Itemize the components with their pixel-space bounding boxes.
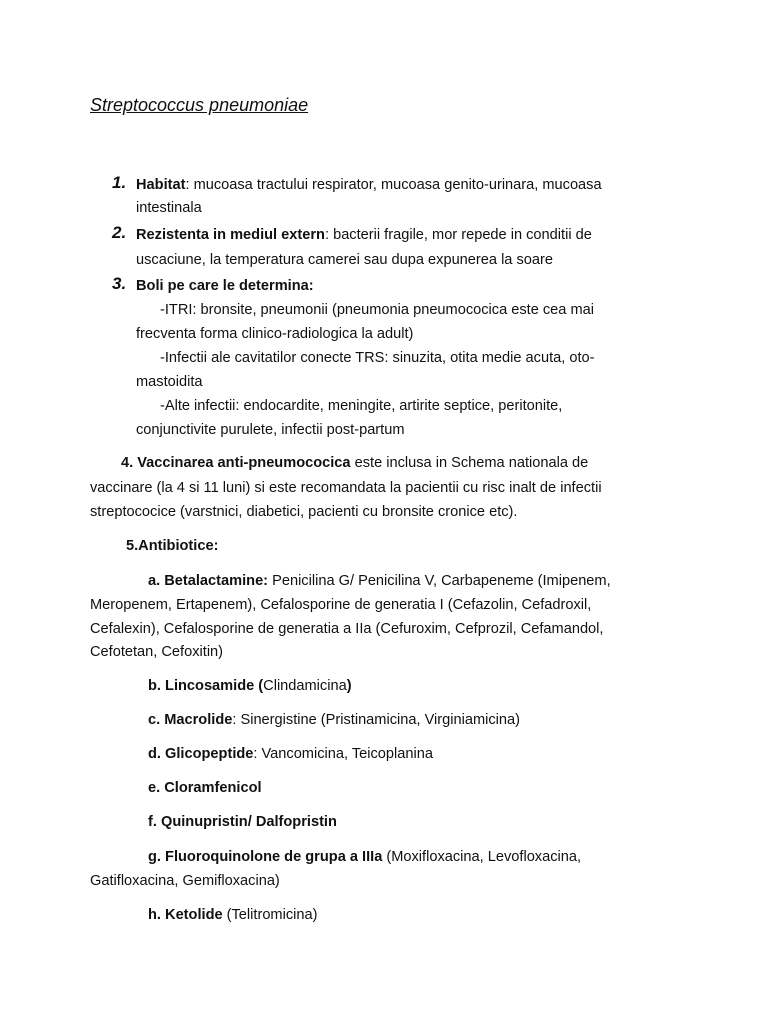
- antibiotic-a-label: a. Betalactamine:: [148, 573, 269, 589]
- item-2-number: 2.: [112, 223, 127, 242]
- item-1-line-2: intestinala: [136, 200, 202, 216]
- antibiotic-d-line: [148, 745, 433, 763]
- antibiotic-e-label: e. Cloramfenicol: [148, 780, 262, 796]
- item-2-line-1: [136, 226, 592, 244]
- item-2-text-1: : bacterii fragile, mor repede in conditii de: [324, 227, 592, 243]
- item-3-line-5: mastoidita: [136, 374, 203, 390]
- vaccination-text-1: este inclusa in Schema nationala de: [350, 455, 589, 471]
- antibiotics-heading: 5.Antibiotice:: [126, 538, 219, 554]
- vaccination-line-2: vaccinare (la 4 si 11 luni) si este recomandata la pacientii cu risc inalt de infectii: [90, 480, 602, 496]
- document-title: Streptococcus pneumoniae: [90, 95, 309, 115]
- antibiotic-a-line-4: Cefotetan, Cefoxitin): [90, 644, 224, 660]
- antibiotic-a-line-1: [148, 572, 611, 590]
- antibiotic-b-text: Clindamicina: [263, 678, 347, 694]
- vaccination-line-3: streptococice (varstnici, diabetici, pacienti cu bronsite cronice etc).: [90, 504, 518, 520]
- antibiotic-h-line: [148, 906, 317, 924]
- item-3-line-4: -Infectii ale cavitatilor conecte TRS: sinuzita, otita medie acuta, oto-: [160, 350, 595, 366]
- antibiotic-c-line: [148, 711, 520, 729]
- antibiotic-b-open-paren: (: [254, 678, 264, 694]
- antibiotic-h-text: (Telitromicina): [222, 907, 318, 923]
- item-3-line-6: -Alte infectii: endocardite, meningite, artirite septice, peritonite,: [160, 398, 563, 414]
- vaccination-line-1: [121, 454, 588, 472]
- antibiotic-b-close-paren: ): [346, 678, 352, 694]
- antibiotic-h-label: h. Ketolide: [148, 907, 223, 923]
- antibiotic-e-line: [148, 779, 262, 797]
- antibiotic-g-text-1: (Moxifloxacina, Levofloxacina,: [382, 849, 582, 865]
- item-3-label: Boli pe care le determina:: [136, 278, 314, 294]
- antibiotic-a-line-2: Meropenem, Ertapenem), Cefalosporine de generatia I (Cefazolin, Cefadroxil,: [90, 597, 592, 613]
- antibiotic-a-text-1: Penicilina G/ Penicilina V, Carbapeneme (Imipenem,: [268, 573, 611, 589]
- item-1-number: 1.: [112, 173, 127, 192]
- antibiotic-b-label: b. Lincosamide: [148, 678, 255, 694]
- item-3-line-2: -ITRI: bronsite, pneumonii (pneumonia pneumococica este cea mai: [160, 302, 594, 318]
- item-3-line-7: conjunctivite purulete, infectii post-partum: [136, 422, 405, 438]
- item-1-text-1: : mucoasa tractului respirator, mucoasa genito-urinara, mucoasa: [185, 177, 602, 193]
- item-2-line-2: uscaciune, la temperatura camerei sau dupa expunerea la soare: [136, 252, 553, 268]
- antibiotic-b-line: [148, 677, 352, 695]
- item-2-label: Rezistenta in mediul extern: [136, 227, 325, 243]
- item-3-line-1: [136, 277, 314, 295]
- antibiotic-g-line-1: [148, 848, 581, 866]
- antibiotic-f-label: f. Quinupristin/ Dalfopristin: [148, 814, 337, 830]
- item-3-number: 3.: [112, 274, 127, 293]
- item-3-line-3: frecventa forma clinico-radiologica la adult): [136, 326, 414, 342]
- antibiotic-d-label: d. Glicopeptide: [148, 746, 254, 762]
- item-1-line-1: [136, 176, 602, 194]
- antibiotic-g-line-2: Gatifloxacina, Gemifloxacina): [90, 873, 280, 889]
- item-1-label: Habitat: [136, 177, 186, 193]
- antibiotic-c-label: c. Macrolide: [148, 712, 233, 728]
- vaccination-label: 4. Vaccinarea anti-pneumococica: [121, 455, 351, 471]
- antibiotic-d-text: : Vancomicina, Teicoplanina: [253, 746, 433, 762]
- antibiotic-f-line: [148, 813, 337, 831]
- antibiotic-a-line-3: Cefalexin), Cefalosporine de generatia a IIa (Cefuroxim, Cefprozil, Cefamandol,: [90, 621, 604, 637]
- antibiotic-g-label: g. Fluoroquinolone de grupa a IIIa: [148, 849, 383, 865]
- antibiotic-c-text: : Sinergistine (Pristinamicina, Virginiamicina): [232, 712, 521, 728]
